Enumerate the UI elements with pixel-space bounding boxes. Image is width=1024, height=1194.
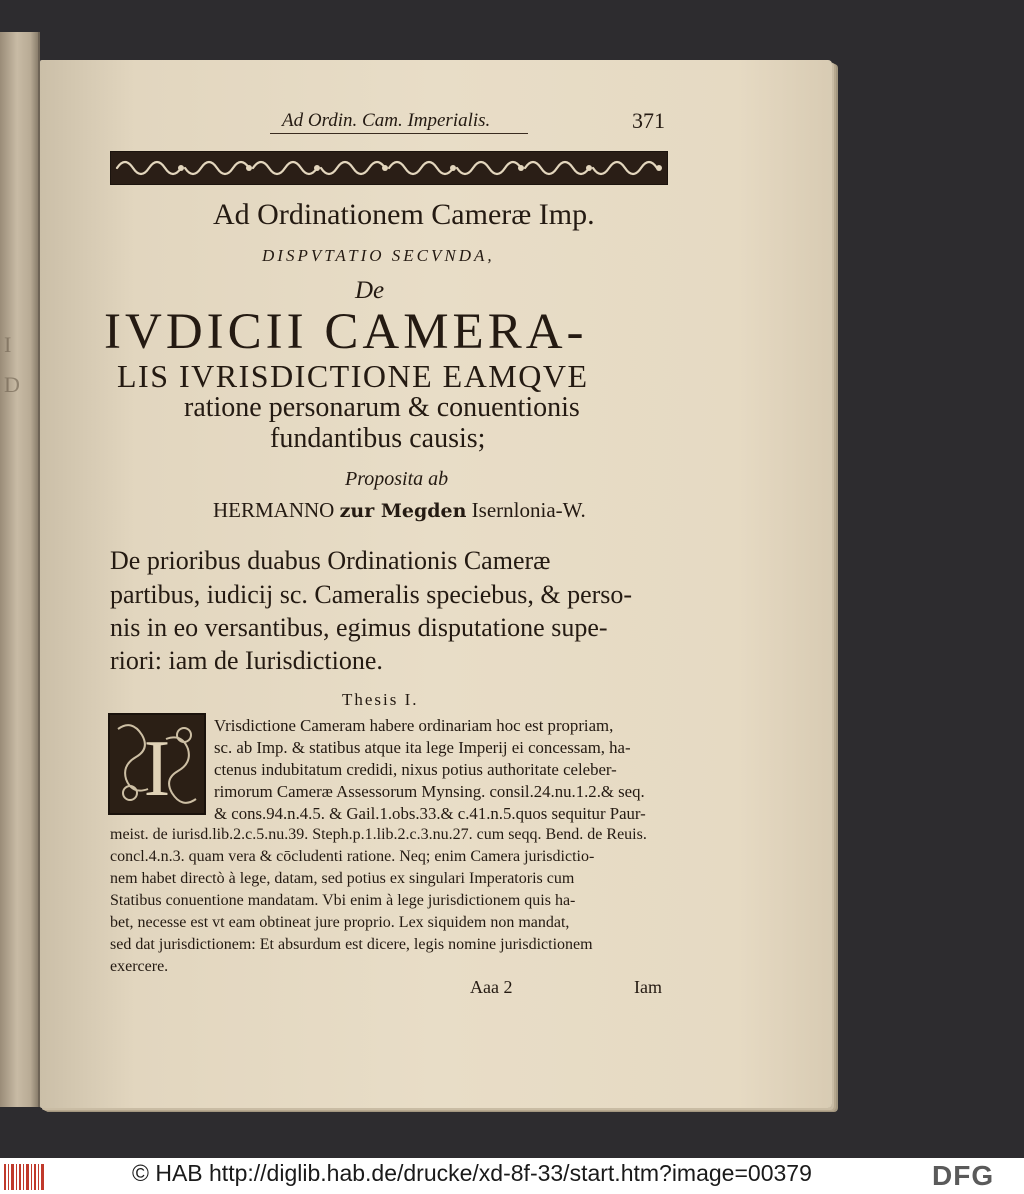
ornamental-band (110, 151, 668, 185)
author-blackletter: zur Megden (339, 500, 467, 522)
facing-page-edge: I D (0, 32, 40, 1107)
author-line (213, 498, 586, 523)
thesis-text-line: concl.4.n.3. quam vera & cōcludenti ratione. Neq; enim Camera jurisdictio- (110, 848, 595, 865)
barcode-icon (4, 1164, 46, 1190)
main-title-line1: IVDICII CAMERA- (104, 304, 588, 360)
copyright-link[interactable]: © HAB http://diglib.hab.de/drucke/xd-8f-33/start.htm?image=00379 (132, 1160, 812, 1186)
thesis-text-line: ctenus indubitatum credidi, nixus potius authoritate celeber- (214, 760, 617, 779)
decorated-initial (108, 713, 206, 815)
disputatio-label: DISPVTATIO SECVNDA, (262, 246, 495, 265)
thesis-text-line: nem habet directò à lege, datam, sed potius ex singulari Imperatoris cum (110, 870, 575, 887)
de-word: De (355, 277, 385, 304)
disputation-title: Ad Ordinationem Cameræ Imp. (213, 198, 595, 231)
thesis-text-line: & cons.94.n.4.5. & Gail.1.obs.33.& c.41.n.5.quos sequitur Paur- (214, 804, 646, 823)
dfg-logo: DFG (932, 1160, 995, 1191)
subtitle-line2: fundantibus causis; (270, 423, 486, 454)
thesis-text-line: meist. de iurisd.lib.2.c.5.nu.39. Steph.p.1.lib.2.c.3.nu.27. cum seqq. Bend. de Reuis. (110, 826, 647, 843)
signature-mark: Aaa 2 (470, 977, 513, 997)
page-number: 371 (632, 108, 665, 133)
intro-line: nis in eo versantibus, egimus disputatione supe- (110, 613, 608, 642)
intro-line: partibus, iudicij sc. Cameralis speciebus, & perso- (110, 580, 633, 609)
thesis-text-line: Statibus conuentione mandatam. Vbi enim à lege jurisdictionem quis ha- (110, 892, 576, 909)
subtitle-line1: ratione personarum & conuentionis (184, 392, 580, 423)
thesis-text-line: rimorum Cameræ Assessorum Mynsing. consil.24.nu.1.2.& seq. (214, 782, 645, 801)
intro-line: De prioribus duabus Ordinationis Cameræ (110, 546, 551, 575)
initial-letter: I (143, 725, 171, 813)
author-place: Isernlonia-W. (471, 498, 586, 522)
thesis-heading: Thesis I. (342, 690, 419, 709)
running-head-rule (270, 133, 528, 134)
thesis-text-line: bet, necesse est vt eam obtineat jure proprio. Lex siquidem non mandat, (110, 914, 570, 931)
proposita-label: Proposita ab (345, 468, 449, 490)
running-head: Ad Ordin. Cam. Imperialis. (282, 110, 491, 131)
thesis-text-line: sc. ab Imp. & statibus atque ita lege Imperij ei concessam, ha- (214, 738, 631, 757)
author-name: HERMANNO (213, 498, 335, 522)
main-title-line2: LIS IVRISDICTIONE EAMQVE (117, 358, 589, 394)
thesis-text-line: exercere. (110, 958, 169, 975)
intro-line: riori: iam de Iurisdictione. (110, 646, 383, 675)
thesis-text-line: Vrisdictione Cameram habere ordinariam hoc est propriam, (214, 716, 614, 735)
thesis-text-line: sed dat jurisdictionem: Et absurdum est dicere, legis nomine jurisdictionem (110, 936, 593, 953)
catchword: Iam (634, 977, 662, 997)
footer-bar (0, 1158, 1024, 1194)
